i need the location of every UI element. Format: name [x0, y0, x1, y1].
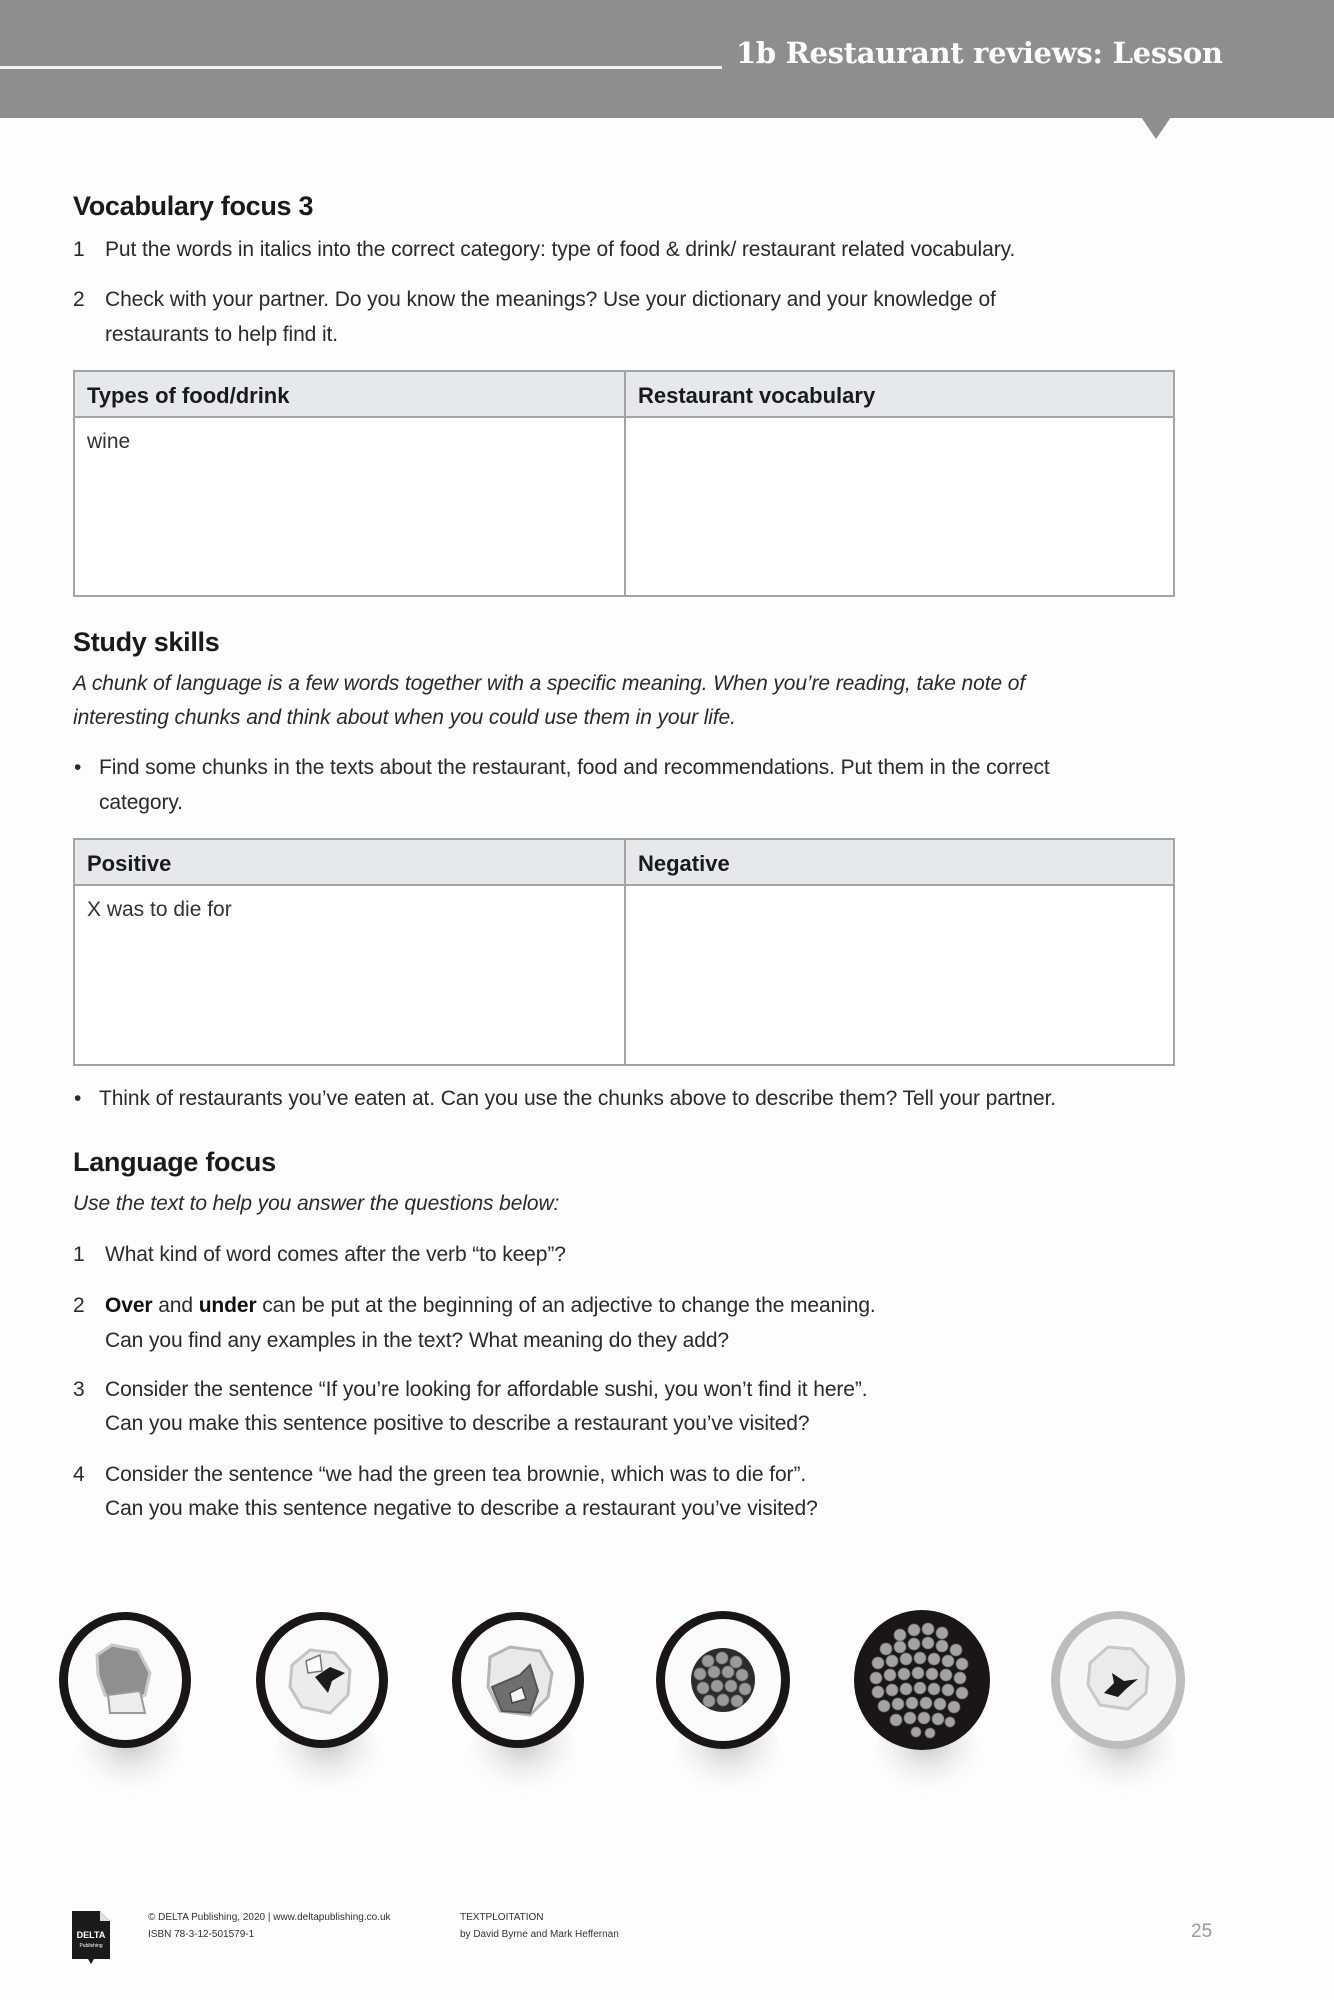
- table-cell-negative[interactable]: [626, 886, 1173, 1064]
- question-text: Consider the sentence “we had the green tea brownie, which was to die for”.: [105, 1463, 807, 1486]
- question-text: Can you make this sentence positive to describe a restaurant you’ve visited?: [105, 1412, 810, 1435]
- question-number: 1: [73, 1243, 85, 1266]
- book-authors: by David Byrne and Mark Heffernan: [460, 1929, 619, 1940]
- sushi-roll-roe-center-icon: [656, 1611, 790, 1749]
- study-skills-intro: A chunk of language is a few words together with a specific meaning. When you’re reading, take note of: [73, 672, 1026, 695]
- question-number: 4: [73, 1463, 85, 1486]
- language-focus-heading: Language focus: [73, 1147, 276, 1177]
- sushi-roll-faded-icon: [1051, 1611, 1185, 1749]
- svg-text:Publishing: Publishing: [79, 1943, 103, 1949]
- instruction-text: Put the words in italics into the correct category: type of food & drink/ restaurant related vocabulary.: [105, 238, 1016, 261]
- chunks-table: [73, 838, 1175, 1066]
- question-text: Can you make this sentence negative to describe a restaurant you’ve visited?: [105, 1497, 818, 1520]
- table-header-food-drink: Types of food/drink: [75, 372, 626, 418]
- text-fragment: can be put at the beginning of an adjective to change the meaning.: [256, 1294, 876, 1317]
- svg-text:DELTA: DELTA: [76, 1930, 106, 1940]
- table-cell-positive[interactable]: X was to die for: [75, 886, 626, 1064]
- sushi-shadows: [75, 1710, 1178, 1810]
- isbn-text: ISBN 78-3-12-501579-1: [148, 1929, 255, 1940]
- table-header-restaurant-vocabulary: Restaurant vocabulary: [626, 372, 1173, 418]
- question-text: Consider the sentence “If you’re looking for affordable sushi, you won’t find it here”.: [105, 1378, 868, 1401]
- header-rule: [0, 66, 722, 69]
- bullet-text: Find some chunks in the texts about the restaurant, food and recommendations. Put them in the correct: [99, 756, 1050, 779]
- copyright-text: © DELTA Publishing, 2020 | www.deltapublishing.co.uk: [148, 1912, 391, 1923]
- table-cell-restaurant-vocabulary[interactable]: [626, 418, 1173, 595]
- table-header-positive: Positive: [75, 840, 626, 886]
- instruction-text: restaurants to help find it.: [105, 323, 338, 346]
- sushi-roll-roe-covered-icon: [854, 1610, 990, 1750]
- question-text: What kind of word comes after the verb “to keep”?: [105, 1243, 566, 1266]
- bullet-icon: •: [74, 1087, 82, 1110]
- page-title: 1b Restaurant reviews: Lesson: [736, 36, 1223, 70]
- bullet-text: Think of restaurants you’ve eaten at. Can you use the chunks above to describe them? Tell your partner.: [99, 1087, 1057, 1110]
- bullet-text: category.: [99, 791, 183, 814]
- vocabulary-table: [73, 370, 1175, 597]
- question-number: 2: [73, 1294, 85, 1317]
- study-skills-intro: interesting chunks and think about when you could use them in your life.: [73, 706, 736, 729]
- question-number: 3: [73, 1378, 85, 1401]
- list-number: 2: [73, 288, 85, 311]
- bold-word-under: under: [198, 1294, 257, 1317]
- study-skills-heading: Study skills: [73, 627, 220, 657]
- sushi-roll-fish-icon: [59, 1612, 191, 1748]
- page-number: 25: [1191, 1921, 1213, 1942]
- table-cell-food-drink[interactable]: wine: [75, 418, 626, 595]
- sushi-roll-mixed-icon: [452, 1612, 584, 1748]
- text-fragment: and: [152, 1294, 199, 1317]
- question-text: Can you find any examples in the text? What meaning do they add?: [105, 1329, 729, 1352]
- question-text: [105, 1294, 876, 1318]
- language-focus-intro: Use the text to help you answer the questions below:: [73, 1192, 560, 1215]
- instruction-text: Check with your partner. Do you know the meanings? Use your dictionary and your knowledge of: [105, 288, 996, 311]
- header-notch: [1141, 117, 1171, 139]
- vocabulary-focus-heading: Vocabulary focus 3: [73, 191, 314, 221]
- bullet-icon: •: [74, 756, 82, 779]
- book-title: TEXTPLOITATION: [460, 1912, 544, 1923]
- sushi-roll-white-fish-icon: [256, 1612, 388, 1748]
- table-header-negative: Negative: [626, 840, 1173, 886]
- bold-word-over: Over: [105, 1294, 153, 1317]
- delta-publishing-logo: [72, 1911, 110, 1965]
- list-number: 1: [73, 238, 85, 261]
- sushi-illustration: [0, 1595, 1334, 1825]
